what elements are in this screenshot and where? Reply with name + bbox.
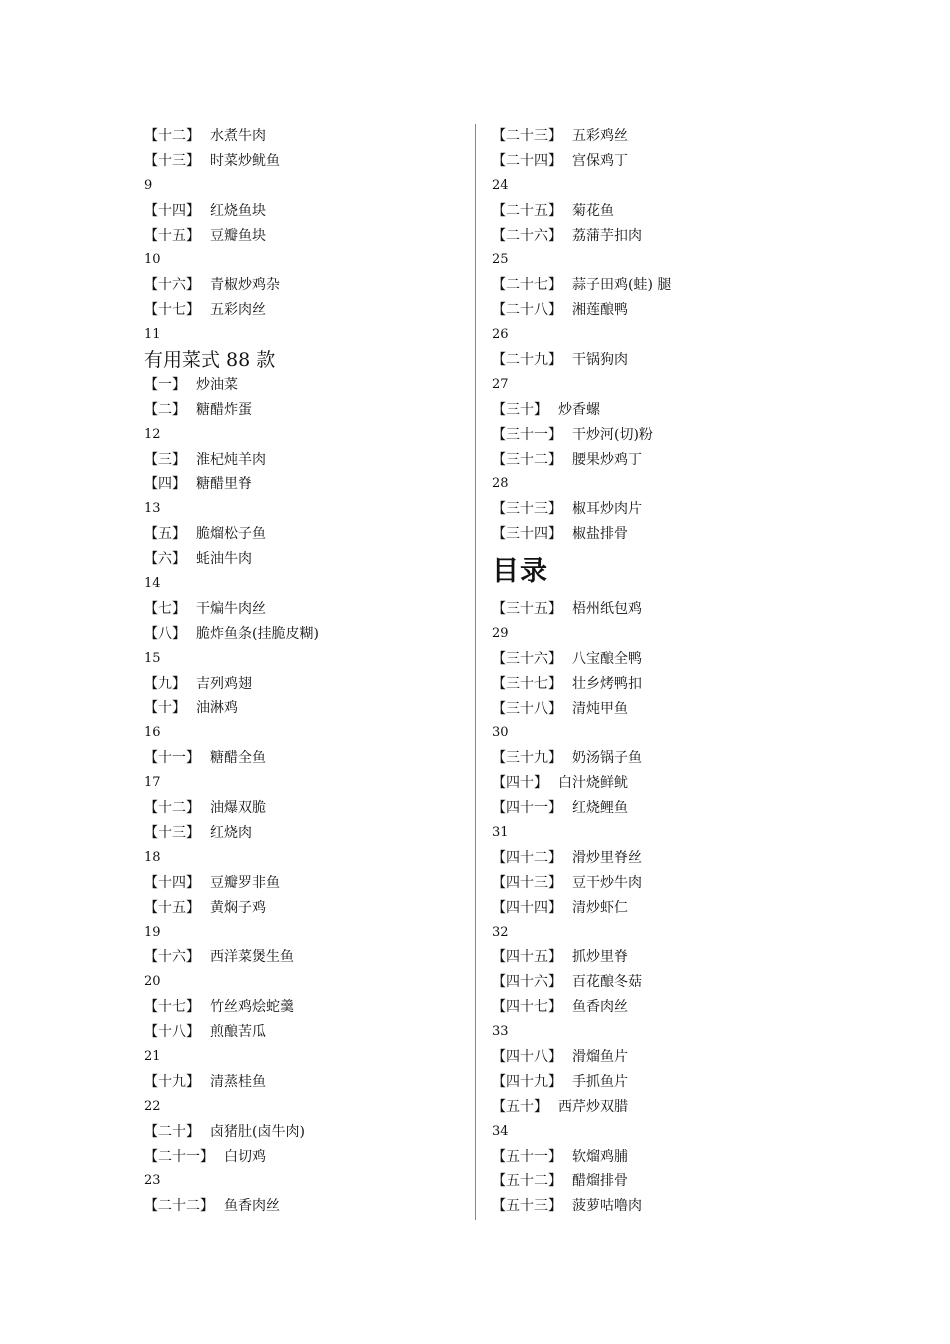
- toc-entry: [144, 124, 464, 149]
- page-number: 17: [144, 775, 161, 791]
- toc-entry-title: 梧州纸包鸡: [572, 600, 642, 617]
- toc-entry: [144, 821, 464, 846]
- toc-entry-number: 【四十九】: [492, 1073, 562, 1090]
- page-number: 24: [492, 177, 509, 193]
- toc-entry-number: 【五十三】: [492, 1198, 562, 1215]
- toc-entry: [144, 1194, 464, 1219]
- page-number: 15: [144, 650, 161, 666]
- page-number: 27: [492, 376, 509, 392]
- toc-entry: [492, 1169, 822, 1194]
- toc-entry: [492, 497, 822, 522]
- toc-entry-title: 菠萝咕噜肉: [572, 1198, 642, 1215]
- toc-entry-title: 蚝油牛肉: [196, 551, 252, 568]
- toc-entry: [492, 896, 822, 921]
- toc-entry-number: 【二十五】: [492, 202, 562, 219]
- toc-entry-number: 【三十九】: [492, 750, 562, 767]
- toc-entry: [144, 796, 464, 821]
- toc-entry: [492, 1145, 822, 1170]
- toc-entry-number: 【一】: [144, 376, 186, 393]
- toc-entry-number: 【九】: [144, 675, 186, 692]
- toc-entry-number: 【十四】: [144, 874, 200, 891]
- page-number: 14: [144, 576, 161, 592]
- toc-entry-number: 【三十五】: [492, 600, 562, 617]
- toc-entry-title: 水煮牛肉: [210, 128, 266, 144]
- toc-entry-title: 腰果炒鸡丁: [572, 451, 642, 468]
- toc-entry: [492, 1095, 822, 1120]
- toc-entry: [492, 871, 822, 896]
- toc-entry: [144, 199, 464, 224]
- toc-entry-number: 【十八】: [144, 1024, 200, 1041]
- toc-entry-title: 吉列鸡翅: [196, 675, 252, 692]
- toc-entry-number: 【十七】: [144, 999, 200, 1016]
- toc-entry: [144, 472, 464, 497]
- toc-entry-title: 豆干炒牛肉: [572, 874, 642, 891]
- toc-entry-number: 【五十一】: [492, 1148, 562, 1165]
- toc-entry-title: 白切鸡: [224, 1148, 266, 1165]
- toc-entry: [144, 298, 464, 323]
- toc-entry: [144, 224, 464, 249]
- page-number: 22: [144, 1098, 161, 1114]
- toc-entry: [492, 448, 822, 473]
- page-number: 18: [144, 849, 161, 865]
- toc-entry: [492, 273, 822, 298]
- toc-entry-title: 豆瓣罗非鱼: [210, 874, 280, 891]
- toc-entry: [144, 746, 464, 771]
- toc-entry-title: 清蒸桂鱼: [210, 1073, 266, 1090]
- toc-entry: [144, 1145, 464, 1170]
- toc-entry-title: 脆熘松子鱼: [196, 526, 266, 543]
- toc-entry-number: 【五】: [144, 526, 186, 543]
- toc-entry-title: 五彩鸡丝: [572, 128, 628, 144]
- toc-entry-title: 滑炒里脊丝: [572, 849, 642, 866]
- page-number: 28: [492, 476, 509, 492]
- toc-entry-number: 【十三】: [144, 152, 200, 169]
- page-number: 30: [492, 725, 509, 741]
- toc-entry-number: 【三十二】: [492, 451, 562, 468]
- toc-entry-number: 【十六】: [144, 277, 200, 294]
- page-number: 19: [144, 924, 161, 940]
- toc-entry-title: 壮乡烤鸭扣: [572, 675, 642, 692]
- toc-entry-title: 煎酿苦瓜: [210, 1024, 266, 1041]
- toc-entry: [144, 896, 464, 921]
- toc-entry-number: 【四十三】: [492, 874, 562, 891]
- toc-entry: [144, 696, 464, 721]
- toc-entry: [492, 224, 822, 249]
- toc-entry-title: 醋熘排骨: [572, 1173, 628, 1190]
- toc-entry: [492, 597, 822, 622]
- toc-entry-number: 【四】: [144, 476, 186, 493]
- toc-entry: [492, 846, 822, 871]
- toc-left-column: [144, 124, 464, 1219]
- toc-entry-title: 软熘鸡脯: [572, 1148, 628, 1165]
- toc-entry: [492, 672, 822, 697]
- toc-entry-number: 【十五】: [144, 899, 200, 916]
- toc-entry: [144, 1120, 464, 1145]
- toc-entry-number: 【二十七】: [492, 277, 562, 294]
- toc-entry: [492, 746, 822, 771]
- toc-entry-number: 【二十六】: [492, 227, 562, 244]
- toc-entry-title: 黄焖子鸡: [210, 899, 266, 916]
- toc-entry-number: 【十二】: [144, 800, 200, 817]
- page-number: 11: [144, 327, 161, 343]
- toc-entry-number: 【四十八】: [492, 1048, 562, 1065]
- page-number: 13: [144, 501, 161, 517]
- toc-entry-title: 油淋鸡: [196, 700, 238, 717]
- toc-entry-number: 【三十六】: [492, 650, 562, 667]
- toc-entry-number: 【二】: [144, 401, 186, 418]
- toc-entry: [144, 398, 464, 423]
- page-number: 12: [144, 426, 161, 442]
- toc-entry: [492, 298, 822, 323]
- toc-entry: [492, 945, 822, 970]
- toc-entry: [144, 149, 464, 174]
- toc-entry-number: 【十四】: [144, 202, 200, 219]
- toc-entry-number: 【三十七】: [492, 675, 562, 692]
- toc-entry-number: 【五十】: [492, 1098, 548, 1115]
- toc-entry-title: 淮杞炖羊肉: [196, 451, 266, 468]
- toc-entry-number: 【三十三】: [492, 501, 562, 518]
- toc-entry-title: 西芹炒双腊: [558, 1098, 628, 1115]
- toc-entry-number: 【四十七】: [492, 999, 562, 1016]
- toc-entry-title: 椒耳炒肉片: [572, 501, 642, 518]
- toc-entry-number: 【三】: [144, 451, 186, 468]
- toc-entry: [492, 647, 822, 672]
- page-number: 31: [492, 824, 509, 840]
- toc-entry-title: 红烧鱼块: [210, 202, 266, 219]
- toc-entry-title: 百花酿冬菇: [572, 974, 642, 991]
- toc-entry-title: 西洋菜煲生鱼: [210, 949, 294, 966]
- page-number: 23: [144, 1173, 161, 1189]
- toc-entry: [144, 1070, 464, 1095]
- toc-entry-number: 【十二】: [144, 128, 200, 144]
- toc-entry-title: 荔蒲芋扣肉: [572, 227, 642, 244]
- toc-entry: [492, 1045, 822, 1070]
- toc-entry-number: 【三十】: [492, 401, 548, 418]
- page-number: 20: [144, 974, 161, 990]
- toc-entry-title: 炒香螺: [558, 401, 600, 418]
- toc-entry-number: 【二十三】: [492, 128, 562, 144]
- toc-entry-title: 红烧肉: [210, 824, 252, 841]
- toc-entry-title: 卤猪肚(卤牛肉): [210, 1123, 305, 1140]
- toc-right-column: [492, 124, 822, 1219]
- page-number: 21: [144, 1048, 161, 1064]
- toc-entry-title: 时菜炒鱿鱼: [210, 152, 280, 169]
- page-number: 16: [144, 725, 161, 741]
- toc-entry-number: 【十】: [144, 700, 186, 717]
- toc-entry: [144, 522, 464, 547]
- toc-entry-title: 奶汤锅子鱼: [572, 750, 642, 767]
- toc-entry-title: 手抓鱼片: [572, 1073, 628, 1090]
- toc-entry: [144, 448, 464, 473]
- toc-entry-title: 五彩肉丝: [210, 302, 266, 319]
- page-number: 26: [492, 327, 509, 343]
- toc-entry-title: 湘莲酿鸭: [572, 302, 628, 319]
- toc-entry-number: 【四十一】: [492, 800, 562, 817]
- toc-entry-number: 【十一】: [144, 750, 200, 767]
- toc-entry-number: 【三十四】: [492, 526, 562, 543]
- toc-entry-title: 清炒虾仁: [572, 899, 628, 916]
- toc-entry-title: 竹丝鸡烩蛇羹: [210, 999, 294, 1016]
- toc-entry-title: 糖醋全鱼: [210, 750, 266, 767]
- toc-entry-number: 【二十】: [144, 1123, 200, 1140]
- toc-entry: [492, 149, 822, 174]
- toc-entry: [144, 547, 464, 572]
- toc-entry-number: 【二十四】: [492, 152, 562, 169]
- toc-entry-number: 【十七】: [144, 302, 200, 319]
- toc-entry-number: 【三十八】: [492, 700, 562, 717]
- toc-entry-title: 干煸牛肉丝: [196, 600, 266, 617]
- toc-entry-title: 清炖甲鱼: [572, 700, 628, 717]
- toc-entry-number: 【二十八】: [492, 302, 562, 319]
- toc-entry: [492, 348, 822, 373]
- toc-entry: [492, 771, 822, 796]
- toc-entry: [144, 597, 464, 622]
- toc-entry-number: 【四十四】: [492, 899, 562, 916]
- toc-entry: [144, 871, 464, 896]
- toc-entry-title: 八宝酿全鸭: [572, 650, 642, 667]
- toc-entry: [144, 672, 464, 697]
- toc-entry-title: 抓炒里脊: [572, 949, 628, 966]
- toc-entry-title: 滑熘鱼片: [572, 1048, 628, 1065]
- column-divider: [475, 124, 476, 1220]
- toc-entry-number: 【十三】: [144, 824, 200, 841]
- toc-entry-title: 蒜子田鸡(蛙) 腿: [572, 277, 672, 294]
- toc-entry: [492, 697, 822, 722]
- toc-entry-title: 炒油菜: [196, 376, 238, 393]
- toc-entry: [492, 423, 822, 448]
- toc-entry-number: 【四十五】: [492, 949, 562, 966]
- toc-entry-title: 糖醋炸蛋: [196, 401, 252, 418]
- toc-entry: [492, 398, 822, 423]
- section-heading: 有用菜式 88 款: [144, 349, 276, 372]
- toc-entry-number: 【十五】: [144, 227, 200, 244]
- page-number: 34: [492, 1123, 509, 1139]
- toc-entry-number: 【四十二】: [492, 849, 562, 866]
- toc-entry: [492, 1070, 822, 1095]
- contents-heading: 目录: [492, 556, 548, 588]
- page-number: 32: [492, 924, 509, 940]
- toc-entry-title: 宫保鸡丁: [572, 152, 628, 169]
- toc-entry: [144, 622, 464, 647]
- toc-entry-title: 菊花鱼: [572, 202, 614, 219]
- toc-entry-number: 【三十一】: [492, 426, 562, 443]
- toc-entry-number: 【六】: [144, 551, 186, 568]
- toc-entry: [144, 995, 464, 1020]
- toc-entry: [492, 796, 822, 821]
- page-number: 29: [492, 625, 509, 641]
- toc-entry: [144, 945, 464, 970]
- toc-entry-title: 红烧鲤鱼: [572, 800, 628, 817]
- page-number: 33: [492, 1024, 509, 1040]
- toc-entry-number: 【十六】: [144, 949, 200, 966]
- toc-entry-title: 豆瓣鱼块: [210, 227, 266, 244]
- toc-entry: [492, 1194, 822, 1219]
- toc-entry-number: 【二十一】: [144, 1148, 214, 1165]
- toc-entry-number: 【七】: [144, 600, 186, 617]
- toc-entry-title: 鱼香肉丝: [224, 1198, 280, 1215]
- toc-entry-title: 鱼香肉丝: [572, 999, 628, 1016]
- toc-entry: [492, 522, 822, 547]
- toc-entry-title: 白汁烧鲜鱿: [558, 775, 628, 792]
- toc-entry-title: 干锅狗肉: [572, 352, 628, 369]
- toc-entry: [144, 1020, 464, 1045]
- toc-entry-number: 【二十九】: [492, 352, 562, 369]
- toc-entry: [492, 970, 822, 995]
- toc-entry-title: 脆炸鱼条(挂脆皮糊): [196, 625, 319, 642]
- toc-entry: [492, 124, 822, 149]
- toc-entry-number: 【四十】: [492, 775, 548, 792]
- toc-entry-number: 【四十六】: [492, 974, 562, 991]
- toc-entry: [492, 199, 822, 224]
- toc-entry-title: 干炒河(切)粉: [572, 426, 653, 443]
- toc-entry-number: 【八】: [144, 625, 186, 642]
- toc-entry: [144, 373, 464, 398]
- toc-entry-title: 青椒炒鸡杂: [210, 277, 280, 294]
- page-number: 9: [144, 177, 153, 193]
- toc-entry-number: 【二十二】: [144, 1198, 214, 1215]
- toc-entry: [492, 995, 822, 1020]
- toc-entry-title: 油爆双脆: [210, 800, 266, 817]
- toc-entry: [144, 273, 464, 298]
- page-number: 10: [144, 252, 161, 268]
- toc-entry-title: 椒盐排骨: [572, 526, 628, 543]
- toc-entry-title: 糖醋里脊: [196, 476, 252, 493]
- toc-entry-number: 【五十二】: [492, 1173, 562, 1190]
- toc-entry-number: 【十九】: [144, 1073, 200, 1090]
- page-number: 25: [492, 252, 509, 268]
